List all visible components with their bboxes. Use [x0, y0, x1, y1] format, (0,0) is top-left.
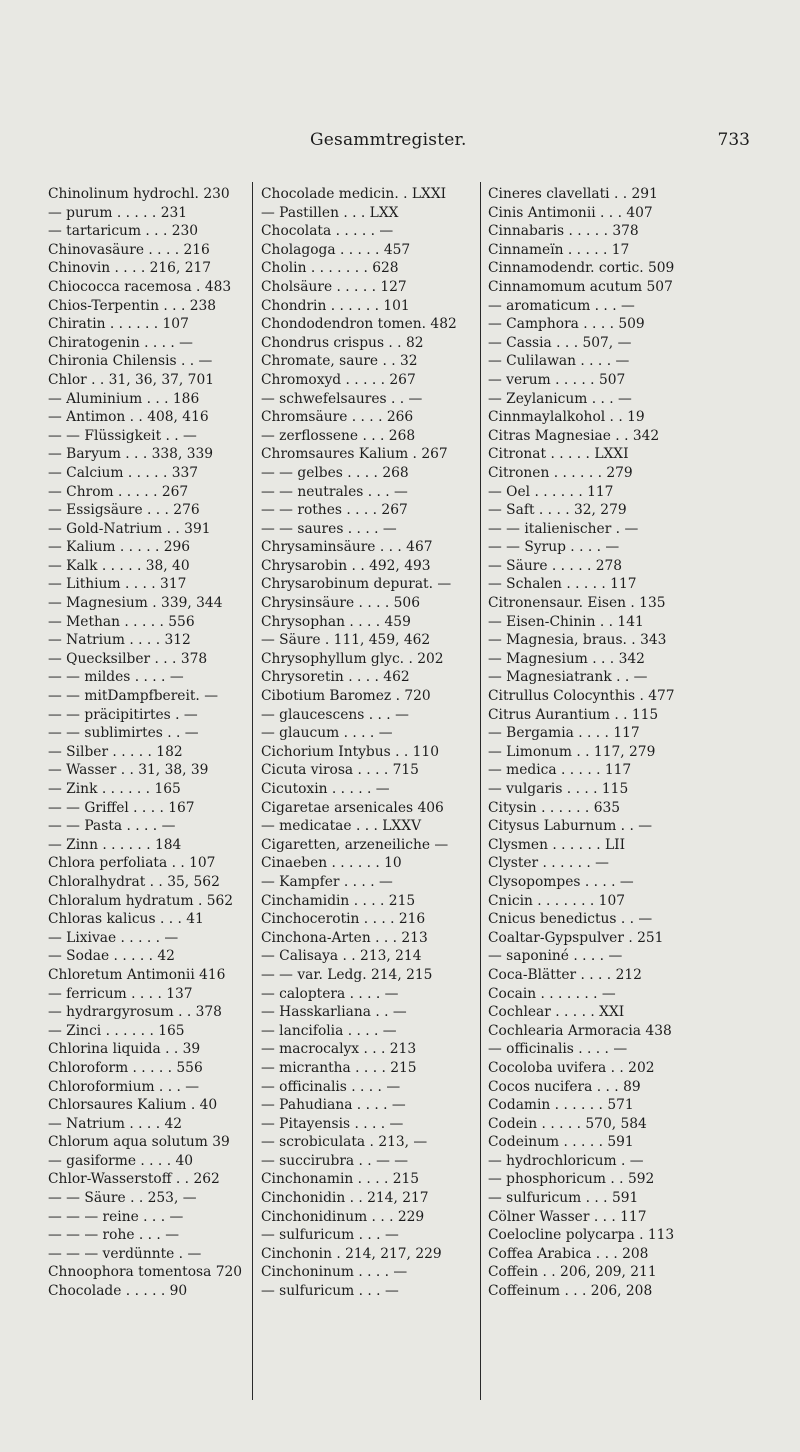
index-entry: — Chrom . . . . . 267 — [48, 483, 189, 500]
index-entry: — Eisen-Chinin . . 141 — [488, 613, 644, 630]
index-entry: — Saft . . . . 32, 279 — [488, 502, 627, 519]
index-entry: Coelocline polycarpa . 113 — [488, 1227, 675, 1244]
index-entry: — Calcium . . . . . 337 — [48, 464, 199, 481]
index-column-1 — [48, 185, 245, 1395]
index-entry: — schwefelsaures . . — — [261, 390, 423, 407]
index-entry: Chloroformium . . . — — [48, 1078, 200, 1095]
index-entry: — — rothes . . . . 267 — [261, 502, 408, 519]
index-entry: — succirubra . . — — — [261, 1152, 409, 1169]
index-entry: — — — reine . . . — — [48, 1208, 184, 1225]
index-entry: — hydrargyrosum . . 378 — [48, 1004, 222, 1021]
index-entry: — Magnesia, braus. . 343 — [488, 632, 667, 649]
index-entry: — medica . . . . . 117 — [488, 762, 632, 779]
index-entry: Cibotium Baromez . 720 — [261, 688, 431, 705]
index-entry: Chocolade . . . . . 90 — [48, 1283, 188, 1300]
index-entry: Cinnabaris . . . . . 378 — [488, 223, 639, 240]
index-entry: Citysus Laburnum . . — — [488, 818, 653, 835]
index-column-2 — [261, 185, 474, 1395]
index-entry: Chromsäure . . . . 266 — [261, 409, 414, 426]
index-entry: — Bergamia . . . . 117 — [488, 725, 640, 742]
index-entry: Chrysinsäure . . . . 506 — [261, 595, 420, 612]
index-entry: Chrysophan . . . . 459 — [261, 613, 411, 630]
index-entry: Chrysaminsäure . . . 467 — [261, 539, 433, 556]
index-entry: — — saures . . . . — — [261, 520, 397, 537]
index-entry: Clysmen . . . . . . LII — [488, 836, 626, 853]
index-entry: Cinchonidinum . . . 229 — [261, 1208, 425, 1225]
index-entry: Clysopompes . . . . — — [488, 873, 634, 890]
index-entry: Cicuta virosa . . . . 715 — [261, 762, 419, 779]
index-entry: Cinchamidin . . . . 215 — [261, 892, 416, 909]
index-entry: — Säure . . . . . 278 — [488, 557, 623, 574]
index-entry: — — gelbes . . . . 268 — [261, 464, 409, 481]
index-entry: Cinchonin . 214, 217, 229 — [261, 1245, 442, 1262]
index-entry: — vulgaris . . . . 115 — [488, 781, 629, 797]
index-entry: Cinchona-Arten . . . 213 — [261, 929, 428, 946]
index-entry: Citronat . . . . . LXXI — [488, 446, 629, 463]
index-entry: Chloroform . . . . . 556 — [48, 1059, 203, 1076]
index-entry: — — — verdünnte . — — [48, 1245, 202, 1262]
index-entry: — Magnesium . 339, 344 — [48, 595, 223, 612]
index-entry: — aromaticum . . . — — [488, 297, 635, 314]
index-entry: — sulfuricum . . . 591 — [488, 1190, 639, 1207]
index-entry: — macrocalyx . . . 213 — [261, 1041, 417, 1058]
index-entry: — Zinci . . . . . . 165 — [48, 1022, 185, 1039]
index-entry: — glaucescens . . . — — [261, 706, 409, 723]
index-entry: Chrysoretin . . . . 462 — [261, 669, 410, 686]
index-entry: — micrantha . . . . 215 — [261, 1059, 417, 1076]
index-entry: — Gold-Natrium . . 391 — [48, 520, 211, 537]
index-entry: Cocain . . . . . . . — — [488, 985, 616, 1002]
index-entry: Chios-Terpentin . . . 238 — [48, 297, 217, 314]
index-entry: — Kalk . . . . . 38, 40 — [48, 557, 190, 574]
index-entry: Cholagoga . . . . . 457 — [261, 241, 411, 258]
index-entry: Codeinum . . . . . 591 — [488, 1134, 634, 1151]
index-column-3 — [488, 185, 768, 1395]
index-entry: — Lixivae . . . . . — — [48, 929, 179, 946]
page-number: 733 — [717, 130, 750, 150]
index-entry: Clyster . . . . . . — — [488, 855, 609, 872]
index-entry: Chnoophora tomentosa 720 — [48, 1264, 243, 1281]
index-entry: Chloretum Antimonii 416 — [48, 966, 226, 983]
index-entry: — — mildes . . . . — — [48, 669, 184, 686]
index-entry: Citras Magnesiae . . 342 — [488, 427, 660, 444]
index-entry: — verum . . . . . 507 — [488, 371, 626, 388]
index-entry: — caloptera . . . . — — [261, 985, 399, 1002]
index-entry: — Oel . . . . . . 117 — [488, 483, 614, 500]
index-entry: — Pastillen . . . LXX — [261, 204, 399, 221]
index-entry: Cinchoninum . . . . — — [261, 1264, 408, 1281]
index-entry: Chinolinum hydrochl. 230 — [48, 186, 230, 202]
index-entry: Citronensaur. Eisen . 135 — [488, 595, 666, 612]
index-entry: Chlorum aqua solutum 39 — [48, 1134, 230, 1151]
index-entry: — Hasskarliana . . — — [261, 1004, 407, 1021]
index-entry: Chironia Chilensis . . — — [48, 353, 213, 370]
index-entry: — Kampfer . . . . — — [261, 873, 393, 890]
index-entry: — — präcipitirtes . — — [48, 706, 198, 723]
index-entry: — — Flüssigkeit . . — — [48, 427, 197, 444]
index-entry: Chlora perfoliata . . 107 — [48, 855, 216, 872]
index-entry: — Säure . 111, 459, 462 — [261, 632, 431, 649]
index-entry: Coffein . . 206, 209, 211 — [488, 1264, 657, 1281]
index-entry: — Calisaya . . 213, 214 — [261, 948, 422, 965]
index-entry: — — Pasta . . . . — — [48, 818, 176, 835]
index-entry: — Zink . . . . . . 165 — [48, 781, 181, 797]
index-entry: Citronen . . . . . . 279 — [488, 464, 633, 481]
index-entry: Chondodendron tomen. 482 — [261, 316, 457, 333]
index-entry: Cnicus benedictus . . — — [488, 911, 653, 928]
index-entry: Codein . . . . . 570, 584 — [488, 1115, 647, 1132]
index-entry: — Lithium . . . . 317 — [48, 576, 187, 593]
index-entry: Chromate, saure . . 32 — [261, 353, 418, 370]
index-entry: Cigaretten, arzeneiliche — — [261, 836, 449, 853]
page-header — [0, 130, 800, 156]
index-entry: Cocoloba uvifera . . 202 — [488, 1059, 655, 1076]
index-entry: Chinovasäure . . . . 216 — [48, 241, 210, 258]
index-entry: — gasiforme . . . . 40 — [48, 1152, 194, 1169]
index-entry: Cigaretae arsenicales 406 — [261, 799, 444, 816]
index-entry: Chloralhydrat . . 35, 562 — [48, 873, 220, 890]
index-entry: Coca-Blätter . . . . 212 — [488, 966, 642, 983]
index-entry: — — Syrup . . . . — — [488, 539, 620, 556]
index-entry: — Aluminium . . . 186 — [48, 390, 200, 407]
index-entry: — Zinn . . . . . . 184 — [48, 836, 182, 853]
index-entry: — Kalium . . . . . 296 — [48, 539, 191, 556]
index-entry: — Limonum . . 117, 279 — [488, 743, 656, 760]
index-entry: — hydrochloricum . — — [488, 1152, 644, 1169]
index-entry: — scrobiculata . 213, — — [261, 1134, 428, 1151]
index-entry: Chlor-Wasserstoff . . 262 — [48, 1171, 220, 1188]
index-entry: Chromoxyd . . . . . 267 — [261, 371, 416, 388]
index-entry: — — neutrales . . . — — [261, 483, 408, 500]
index-entry: — officinalis . . . . — — [261, 1078, 401, 1095]
index-entry: — officinalis . . . . — — [488, 1041, 628, 1058]
index-entry: Cinnameïn . . . . . 17 — [488, 241, 630, 258]
index-entry: — saponiné . . . . — — [488, 948, 623, 965]
index-entry: — — Griffel . . . . 167 — [48, 799, 195, 816]
index-entry: Chrysarobinum depurat. — — [261, 576, 452, 593]
index-entry: — Cassia . . . 507, — — [488, 334, 632, 351]
index-entry: Chocolade medicin. . LXXI — [261, 186, 447, 202]
index-entry: — Quecksilber . . . 378 — [48, 650, 208, 667]
index-entry: — — mitDampfbereit. — — [48, 688, 218, 705]
index-entry: — purum . . . . . 231 — [48, 204, 188, 221]
index-entry: Cinis Antimonii . . . 407 — [488, 204, 653, 221]
index-entry: Cinnamomum acutum 507 — [488, 278, 673, 295]
index-entry: Chlorina liquida . . 39 — [48, 1041, 201, 1058]
index-entry: Cocos nucifera . . . 89 — [488, 1078, 641, 1095]
index-entry: — Zeylanicum . . . — — [488, 390, 632, 407]
index-entry: — — var. Ledg. 214, 215 — [261, 966, 433, 983]
index-entry: Cinchocerotin . . . . 216 — [261, 911, 426, 928]
index-entry: Chlorsaures Kalium . 40 — [48, 1097, 218, 1114]
index-entry: — Natrium . . . . 312 — [48, 632, 191, 649]
index-entry: — sulfuricum . . . — — [261, 1283, 399, 1300]
index-entry: Cölner Wasser . . . 117 — [488, 1208, 647, 1225]
index-entry: Citrus Aurantium . . 115 — [488, 706, 659, 723]
index-entry: — Magnesium . . . 342 — [488, 650, 645, 667]
index-entry: — — sublimirtes . . — — [48, 725, 199, 742]
index-entry: Cholsäure . . . . . 127 — [261, 278, 407, 295]
index-entry: — Baryum . . . 338, 339 — [48, 446, 214, 463]
index-entry: — — Säure . . 253, — — [48, 1190, 197, 1207]
index-entry: Chrysarobin . . 492, 493 — [261, 557, 431, 574]
index-entry: Chloras kalicus . . . 41 — [48, 911, 204, 928]
index-entry: — ferricum . . . . 137 — [48, 985, 193, 1002]
index-entry: Chinovin . . . . 216, 217 — [48, 260, 212, 277]
index-entry: Cinchonamin . . . . 215 — [261, 1171, 420, 1188]
index-entry: Cinchonidin . . 214, 217 — [261, 1190, 429, 1207]
index-entry: — — italienischer . — — [488, 520, 639, 537]
index-entry: Chiococca racemosa . 483 — [48, 278, 232, 295]
index-entry: Chiratin . . . . . . 107 — [48, 316, 189, 333]
index-entry: — zerflossene . . . 268 — [261, 427, 416, 444]
index-entry: — Silber . . . . . 182 — [48, 743, 183, 760]
running-title: Gesammtregister. — [310, 130, 467, 150]
index-entry: Cochlearia Armoracia 438 — [488, 1022, 672, 1039]
index-entry: — Schalen . . . . . 117 — [488, 576, 637, 593]
index-entry: — Pahudiana . . . . — — [261, 1097, 406, 1114]
index-entry: Cineres clavellati . . 291 — [488, 186, 658, 202]
index-entry: Cochlear . . . . . XXI — [488, 1004, 625, 1021]
index-entry: — — — rohe . . . — — [48, 1227, 179, 1244]
index-entry: Cholin . . . . . . . 628 — [261, 260, 399, 277]
index-entry: — Culilawan . . . . — — [488, 353, 630, 370]
index-entry: Chondrus crispus . . 82 — [261, 334, 424, 351]
index-entry: — Antimon . . 408, 416 — [48, 409, 209, 426]
index-entry: — phosphoricum . . 592 — [488, 1171, 655, 1188]
index-entry: Chocolata . . . . . — — [261, 223, 394, 240]
index-entry: — Wasser . . 31, 38, 39 — [48, 762, 209, 779]
index-entry: Chlor . . 31, 36, 37, 701 — [48, 371, 215, 388]
index-entry: Chrysophyllum glyc. . 202 — [261, 650, 444, 667]
index-entry: Coaltar-Gypspulver . 251 — [488, 929, 664, 946]
index-entry: — Methan . . . . . 556 — [48, 613, 195, 630]
index-entry: — glaucum . . . . — — [261, 725, 393, 742]
index-entry: — lancifolia . . . . — — [261, 1022, 397, 1039]
index-entry: — medicatae . . . LXXV — [261, 818, 422, 835]
index-entry: — Magnesiatrank . . — — [488, 669, 648, 686]
index-entry: Cinnmaylalkohol . . 19 — [488, 409, 645, 426]
index-entry: — Pitayensis . . . . — — [261, 1115, 404, 1132]
index-entry: Cichorium Intybus . . 110 — [261, 743, 439, 760]
index-columns — [0, 185, 800, 1395]
index-entry: Chromsaures Kalium . 267 — [261, 446, 448, 463]
index-entry: — sulfuricum . . . — — [261, 1227, 399, 1244]
index-entry: Cinnamodendr. cortic. 509 — [488, 260, 675, 277]
index-entry: Coffea Arabica . . . 208 — [488, 1245, 649, 1262]
index-entry: Chiratogenin . . . . — — [48, 334, 193, 351]
index-entry: — tartaricum . . . 230 — [48, 223, 199, 240]
index-entry: — Natrium . . . . 42 — [48, 1115, 183, 1132]
index-entry: Cnicin . . . . . . . 107 — [488, 892, 625, 909]
index-entry: Chloralum hydratum . 562 — [48, 892, 234, 909]
index-entry: Coffeinum . . . 206, 208 — [488, 1283, 653, 1300]
index-entry: Cinaeben . . . . . . 10 — [261, 855, 402, 872]
index-entry: Chondrin . . . . . . 101 — [261, 297, 410, 314]
index-entry: — Camphora . . . . 509 — [488, 316, 645, 333]
index-entry: Citrullus Colocynthis . 477 — [488, 688, 675, 705]
index-entry: Citysin . . . . . . 635 — [488, 799, 621, 816]
index-entry: Codamin . . . . . . 571 — [488, 1097, 634, 1114]
index-entry: — Sodae . . . . . 42 — [48, 948, 175, 965]
index-entry: — Essigsäure . . . 276 — [48, 502, 200, 519]
index-entry: Cicutoxin . . . . . — — [261, 781, 390, 797]
